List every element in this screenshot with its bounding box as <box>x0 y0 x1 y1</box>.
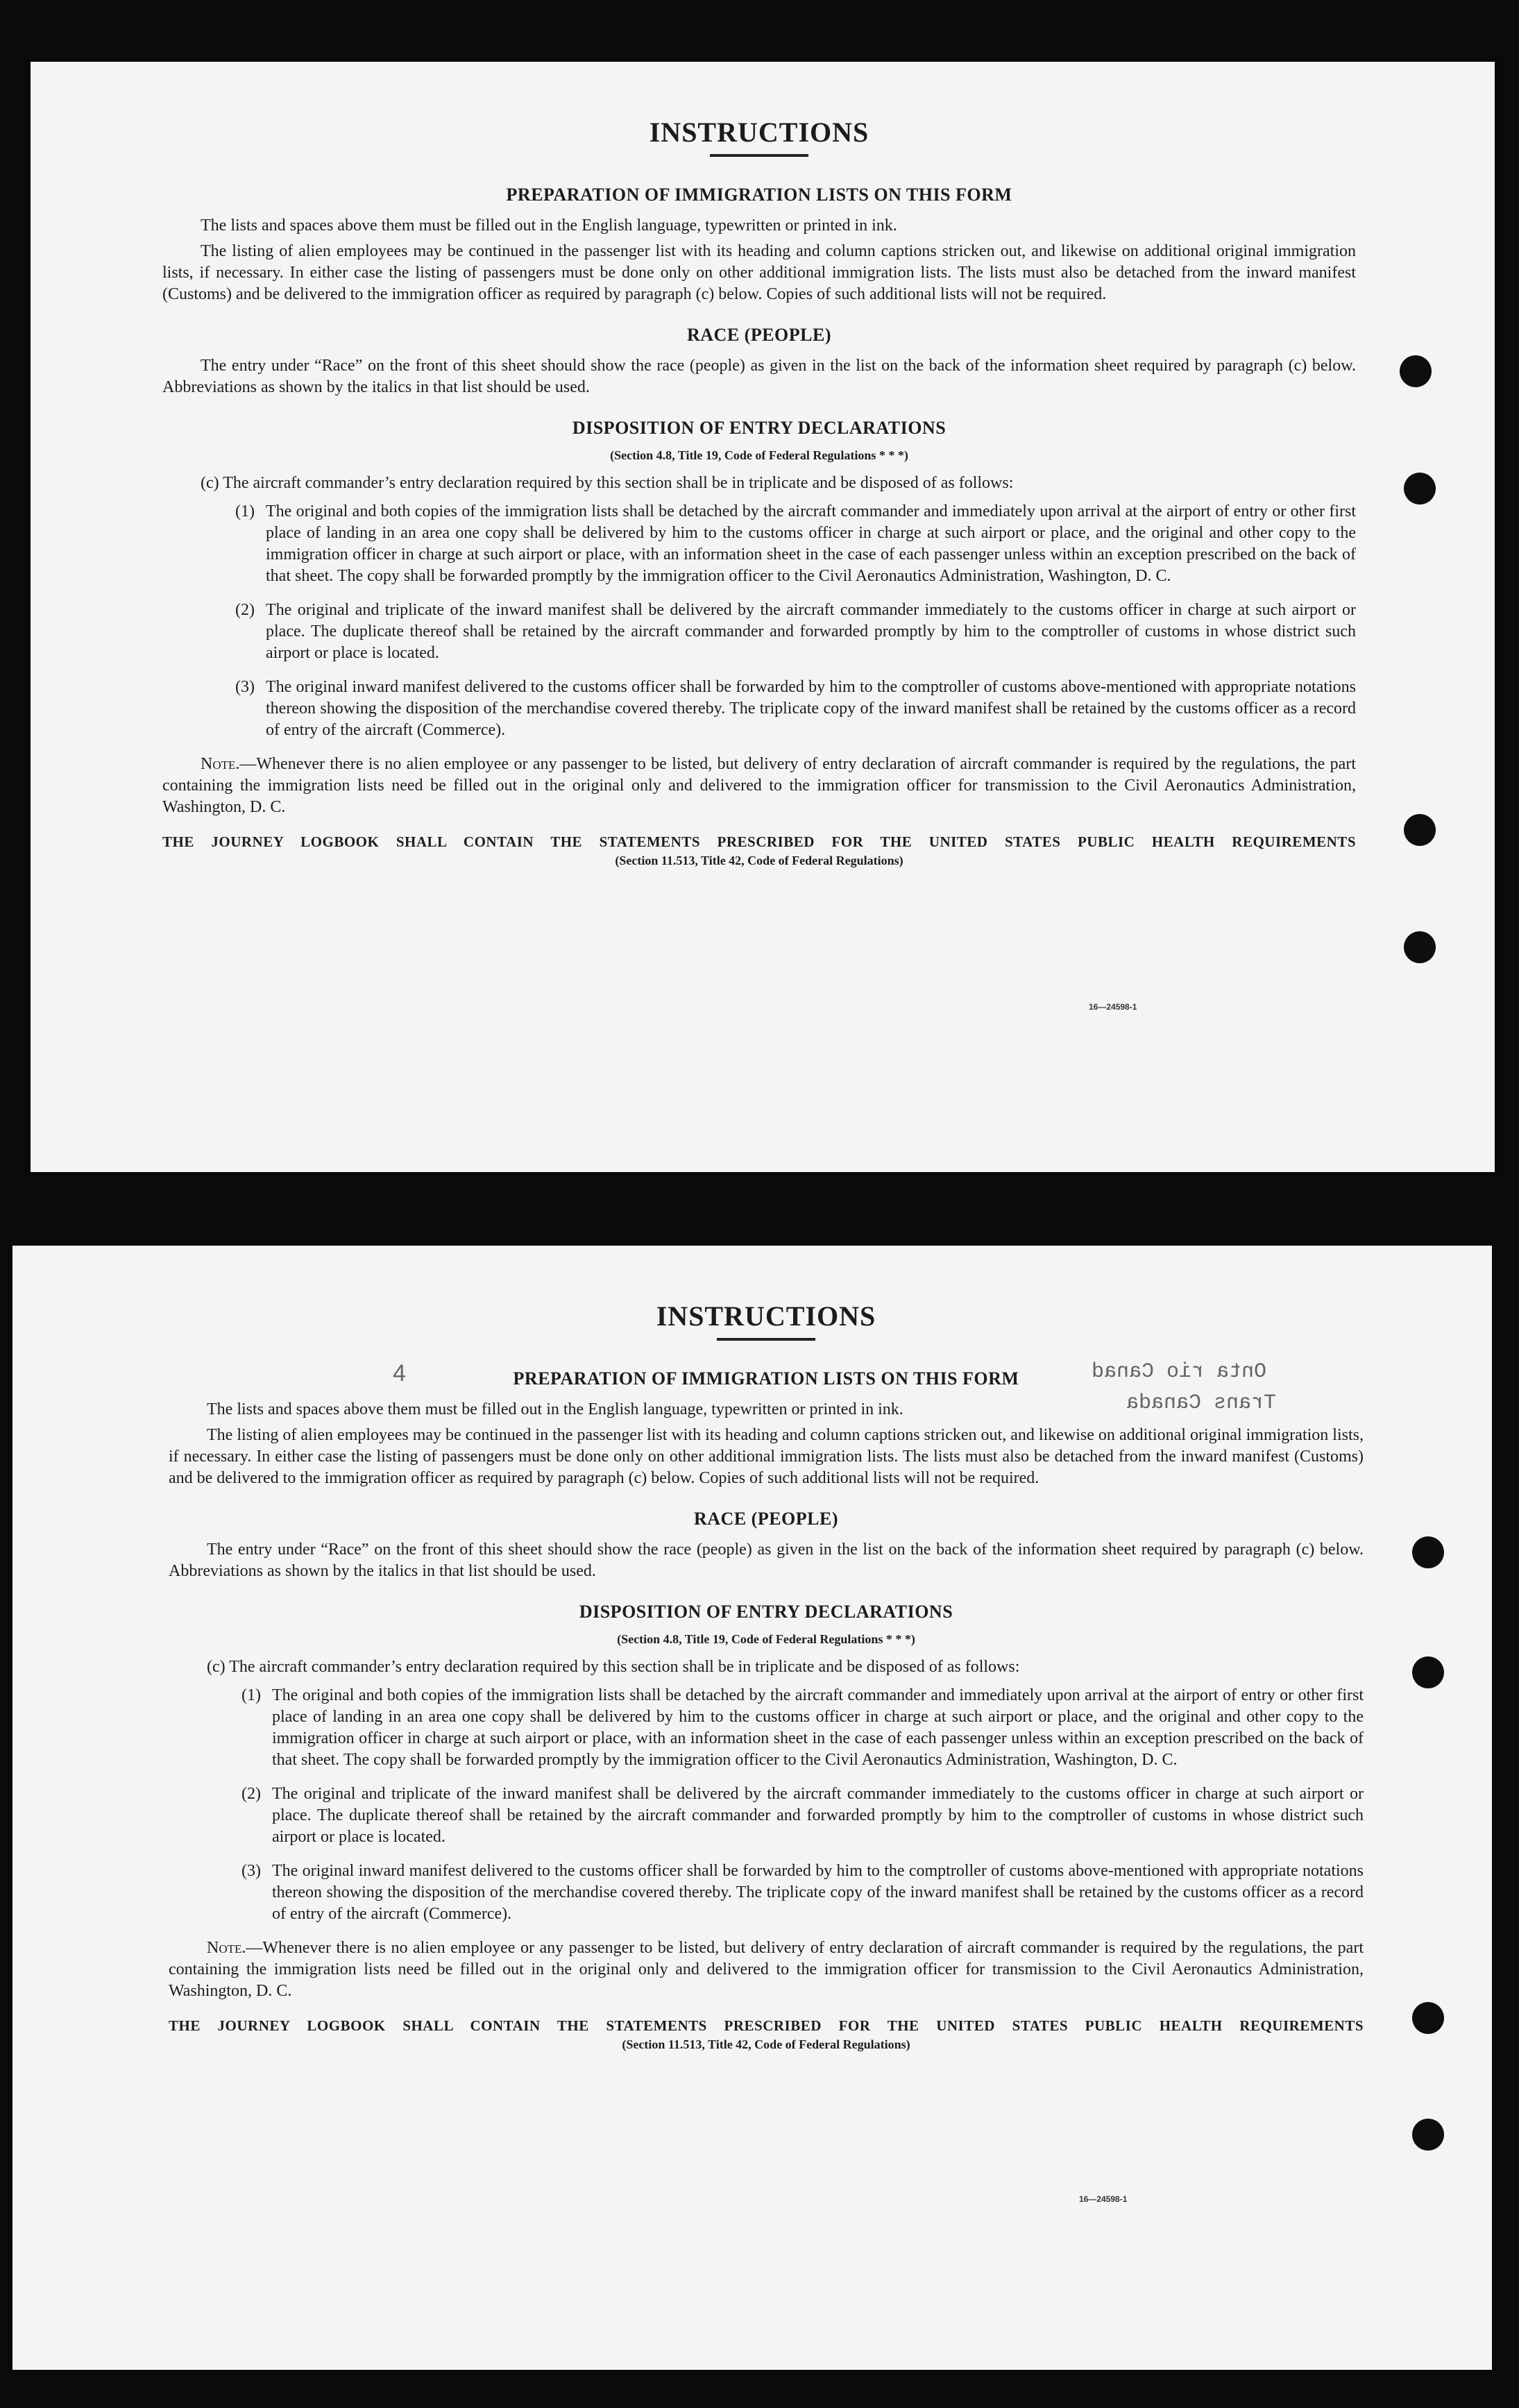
logbook-statement: THE JOURNEY LOGBOOK SHALL CONTAIN THE STATEMENTS PRESCRIBED FOR THE UNITED STATES PUBLIC HEALTH REQUIREMENTS <box>162 833 1356 850</box>
form-number: 16—24598-1 <box>1079 2194 1128 2204</box>
handwritten-mark: 4 <box>393 1360 406 1387</box>
punch-hole <box>1400 355 1432 387</box>
list-item <box>169 1860 1364 1925</box>
paragraph-lists: The lists and spaces above them must be filled out in the English language, typewritten or printed in ink. <box>201 217 897 235</box>
bleed-through-text: Trans Canada <box>1126 1391 1277 1415</box>
paragraph-race: The entry under “Race” on the front of this sheet should show the race (people) as given in the list on the back of the information sheet required by paragraph (c) below. Abbreviations as shown by the italics in that list should be used. <box>169 1541 1364 1580</box>
item-number: (3) <box>235 678 255 696</box>
disposition-list <box>169 1685 1364 1925</box>
disposition-list <box>162 501 1356 741</box>
race-heading: RACE (PEOPLE) <box>687 325 831 345</box>
page-title: INSTRUCTIONS <box>649 117 869 148</box>
paragraph-c: (c) The aircraft commander’s entry declaration required by this section shall be in triplicate and be disposed of as follows: <box>207 1658 1020 1676</box>
disposition-citation: (Section 4.8, Title 19, Code of Federal Regulations * * *) <box>617 1632 915 1646</box>
logbook-statement: THE JOURNEY LOGBOOK SHALL CONTAIN THE STATEMENTS PRESCRIBED FOR THE UNITED STATES PUBLIC HEALTH REQUIREMENTS <box>169 2017 1364 2034</box>
item-number: (2) <box>241 1785 261 1803</box>
note-label: Note. <box>201 755 240 773</box>
note-text: —Whenever there is no alien employee or any passenger to be listed, but delivery of entry declaration of aircraft commander is required by the regulations, the part containing the immigration lists need be filled out in the original only and delivered to the immigration officer for transmission to the Civil Aeronautics Administration, Washington, D. C. <box>169 1939 1364 2000</box>
list-item <box>162 600 1356 664</box>
list-item <box>169 1685 1364 1771</box>
page-title: INSTRUCTIONS <box>656 1300 876 1332</box>
punch-hole <box>1412 2002 1444 2034</box>
logbook-citation: (Section 11.513, Title 42, Code of Federal Regulations) <box>615 854 903 867</box>
title-rule <box>717 1338 815 1341</box>
paragraph-lists: The lists and spaces above them must be filled out in the English language, typewritten or printed in ink. <box>207 1400 903 1418</box>
punch-hole <box>1412 1656 1444 1688</box>
title-rule <box>710 154 808 157</box>
paragraph-alien-employees: The listing of alien employees may be continued in the passenger list with its heading and column captions stricken out, and likewise on additional original immigration lists, if necessary. In either case the listing of passengers must be done only on other additional immigration lists. The lists must also be detached from the inward manifest (Customs) and be delivered to the immigration officer as required by paragraph (c) below. Copies of such additional lists will not be required. <box>169 1426 1364 1487</box>
item-text: The original inward manifest delivered to the customs officer shall be forwarded by him to the comptroller of customs above-mentioned with appropriate notations thereon showing the disposition of the merchandise covered thereby. The triplicate copy of the inward manifest shall be retained by the customs officer as a record of entry of the aircraft (Commerce). <box>266 678 1356 739</box>
bleed-through-text: Onta rio Canad <box>1092 1360 1267 1384</box>
punch-hole <box>1404 931 1436 963</box>
preparation-heading: PREPARATION OF IMMIGRATION LISTS ON THIS FORM <box>513 1368 1019 1389</box>
instruction-sheet-bottom <box>12 1246 1492 2370</box>
item-text: The original and triplicate of the inward manifest shall be delivered by the aircraft commander immediately to the customs officer in charge at such airport or place. The duplicate thereof shall be retained by the aircraft commander and forwarded promptly by him to the comptroller of customs in whose district such airport or place is located. <box>272 1785 1364 1846</box>
instructions-body <box>162 116 1356 868</box>
list-item <box>162 677 1356 741</box>
punch-hole <box>1404 814 1436 846</box>
paragraph-alien-employees: The listing of alien employees may be continued in the passenger list with its heading and column captions stricken out, and likewise on additional original immigration lists, if necessary. In either case the listing of passengers must be done only on other additional immigration lists. The lists must also be detached from the inward manifest (Customs) and be delivered to the immigration officer as required by paragraph (c) below. Copies of such additional lists will not be required. <box>162 242 1356 303</box>
item-number: (1) <box>241 1686 261 1704</box>
item-number: (2) <box>235 601 255 619</box>
note-text: —Whenever there is no alien employee or any passenger to be listed, but delivery of entry declaration of aircraft commander is required by the regulations, the part containing the immigration lists need be filled out in the original only and delivered to the immigration officer for transmission to the Civil Aeronautics Administration, Washington, D. C. <box>162 755 1356 816</box>
instruction-sheet-top <box>31 62 1495 1172</box>
instructions-body <box>169 1300 1364 2052</box>
item-text: The original and triplicate of the inward manifest shall be delivered by the aircraft commander immediately to the customs officer in charge at such airport or place. The duplicate thereof shall be retained by the aircraft commander and forwarded promptly by him to the comptroller of customs in whose district such airport or place is located. <box>266 601 1356 662</box>
item-number: (1) <box>235 502 255 520</box>
list-item <box>169 1783 1364 1848</box>
item-number: (3) <box>241 1862 261 1880</box>
preparation-heading: PREPARATION OF IMMIGRATION LISTS ON THIS FORM <box>506 185 1012 205</box>
disposition-heading: DISPOSITION OF ENTRY DECLARATIONS <box>579 1602 953 1622</box>
form-number: 16—24598-1 <box>1089 1002 1137 1012</box>
disposition-citation: (Section 4.8, Title 19, Code of Federal Regulations * * *) <box>610 448 908 462</box>
punch-hole <box>1404 473 1436 505</box>
note-label: Note. <box>207 1939 246 1957</box>
logbook-citation: (Section 11.513, Title 42, Code of Federal Regulations) <box>622 2037 910 2051</box>
paragraph-race: The entry under “Race” on the front of this sheet should show the race (people) as given in the list on the back of the information sheet required by paragraph (c) below. Abbreviations as shown by the italics in that list should be used. <box>162 357 1356 396</box>
list-item <box>162 501 1356 587</box>
paragraph-note <box>169 1938 1364 2002</box>
paragraph-note <box>162 754 1356 818</box>
punch-hole <box>1412 1536 1444 1568</box>
disposition-heading: DISPOSITION OF ENTRY DECLARATIONS <box>572 418 947 438</box>
item-text: The original and both copies of the immigration lists shall be detached by the aircraft commander and immediately upon arrival at the airport of entry or other first place of landing in an area one copy shall be delivered by him to the customs officer in charge at such airport or place, and the original and other copy to the immigration officer in charge at such airport or place, with an information sheet in the case of each passenger unless within an exception prescribed on the back of that sheet. The copy shall be forwarded promptly by the immigration officer to the Civil Aeronautics Administration, Washington, D. C. <box>266 502 1356 585</box>
item-text: The original and both copies of the immigration lists shall be detached by the aircraft commander and immediately upon arrival at the airport of entry or other first place of landing in an area one copy shall be delivered by him to the customs officer in charge at such airport or place, and the original and other copy to the immigration officer in charge at such airport or place, with an information sheet in the case of each passenger unless within an exception prescribed on the back of that sheet. The copy shall be forwarded promptly by the immigration officer to the Civil Aeronautics Administration, Washington, D. C. <box>272 1686 1364 1769</box>
item-text: The original inward manifest delivered to the customs officer shall be forwarded by him to the comptroller of customs above-mentioned with appropriate notations thereon showing the disposition of the merchandise covered thereby. The triplicate copy of the inward manifest shall be retained by the customs officer as a record of entry of the aircraft (Commerce). <box>272 1862 1364 1923</box>
paragraph-c: (c) The aircraft commander’s entry declaration required by this section shall be in triplicate and be disposed of as follows: <box>201 474 1014 492</box>
punch-hole <box>1412 2119 1444 2151</box>
race-heading: RACE (PEOPLE) <box>694 1509 838 1529</box>
